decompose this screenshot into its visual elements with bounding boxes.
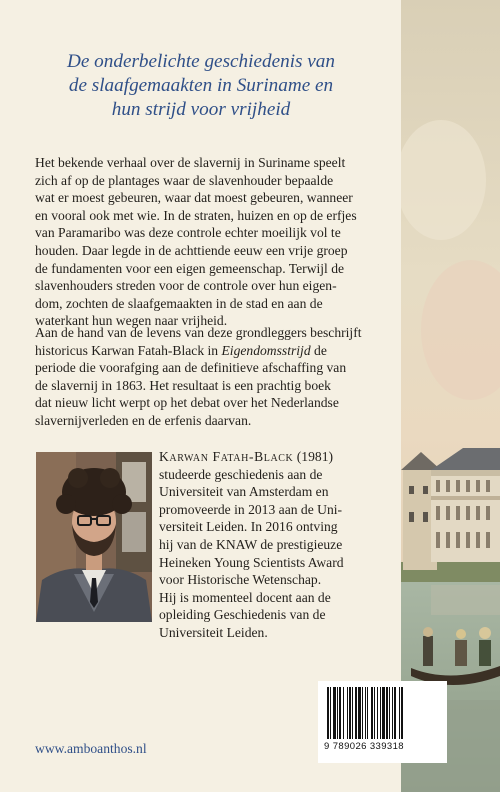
text-line: dom, zochten de slaafgemaakten in de stad en aan de — [35, 295, 323, 311]
barcode-bar — [377, 687, 378, 739]
author-photo — [36, 452, 152, 622]
bio-line: Universiteit Leiden. — [159, 624, 268, 640]
bio-line: Hij is momenteel docent aan de — [159, 589, 331, 605]
text-line — [35, 342, 375, 360]
text-line: periode die voorafging aan de definitieve afschaffing van — [35, 360, 347, 376]
barcode-bar — [327, 687, 329, 739]
bio-line: voor Historische Wetenschap. — [159, 572, 322, 588]
barcode-bar — [389, 687, 390, 739]
text-line: zich af op de plantages waar de slavenhouder bepaalde — [35, 172, 334, 188]
text-line: wat er moest gebeuren, waar dat moest gebeuren, wanneer — [35, 190, 353, 206]
barcode-bar — [380, 687, 381, 739]
author-portrait-image — [36, 452, 152, 622]
painting-illustration — [401, 0, 500, 792]
text-line: slavernijverleden en de erfenis daarvan. — [35, 412, 252, 428]
author-bio — [159, 448, 389, 642]
tagline — [30, 50, 372, 122]
author-heading — [159, 448, 389, 466]
tagline-line: de slaafgemaakten in Suriname en — [68, 75, 334, 96]
text-line: waterkant hun wegen naar vrijheid. — [35, 313, 228, 329]
barcode-bar — [382, 687, 385, 739]
text-line: en vooral ook met wie. In de straten, huizen en op de erfjes — [35, 207, 357, 223]
barcode-icon — [325, 687, 440, 741]
barcode-bar — [343, 687, 344, 739]
barcode-bar — [367, 687, 368, 739]
book-title: Eigendomsstrijd — [221, 342, 311, 358]
barcode-bar — [394, 687, 396, 739]
blurb-paragraph-2 — [35, 324, 375, 430]
barcode-bar — [362, 687, 363, 739]
barcode-bar — [365, 687, 366, 739]
isbn-barcode — [318, 681, 447, 763]
author-birth-year: (1981) — [293, 449, 334, 464]
bio-line: Universiteit van Amsterdam en — [159, 484, 329, 500]
barcode-bar — [371, 687, 373, 739]
text-fragment: historicus Karwan Fatah-Black in — [35, 342, 222, 358]
barcode-bar — [337, 687, 338, 739]
barcode-bar — [358, 687, 361, 739]
author-name: Karwan Fatah-Black — [159, 449, 294, 464]
bio-line: versiteit Leiden. In 2016 ontving — [159, 519, 338, 535]
barcode-bar — [355, 687, 357, 739]
barcode-bar — [347, 687, 348, 739]
barcode-bar — [386, 687, 388, 739]
barcode-bar — [392, 687, 393, 739]
barcode-bar — [401, 687, 403, 739]
barcode-bar — [399, 687, 400, 739]
isbn-number: 9 789026 339318 — [324, 741, 404, 752]
barcode-bar — [333, 687, 336, 739]
text-line: houden. Daar legde in de achttiende eeuw een vrije groep — [35, 242, 348, 258]
text-fragment: de — [310, 342, 327, 358]
bio-line: opleiding Geschiedenis van de — [159, 607, 326, 623]
text-line: slavenhouders streden voor de controle over hun eigen- — [35, 278, 337, 294]
cover-painting — [401, 0, 500, 792]
barcode-bar — [374, 687, 375, 739]
bio-line: hij van de KNAW de prestigieuze — [159, 536, 343, 552]
text-line: Het bekende verhaal over de slavernij in Suriname speelt — [35, 155, 346, 170]
barcode-bar — [330, 687, 331, 739]
text-line: de slavernij in 1863. Het resultaat is een prachtig boek — [35, 377, 331, 393]
publisher-website[interactable]: www.amboanthos.nl — [35, 741, 147, 756]
text-line: van Paramaribo was deze controle echter moeilijk vol te — [35, 225, 341, 241]
text-line: dat nieuw licht werpt op het debat over het Nederlandse — [35, 395, 339, 411]
tagline-line: De onderbelichte geschiedenis van — [67, 51, 335, 72]
text-line: Aan de hand van de levens van deze grondleggers beschrijft — [35, 325, 362, 340]
barcode-bar — [339, 687, 341, 739]
tagline-line: hun strijd voor vrijheid — [111, 99, 291, 120]
barcode-bar — [349, 687, 351, 739]
bio-line: studeerde geschiedenis aan de — [159, 466, 323, 482]
bio-line: Heineken Young Scientists Award — [159, 554, 344, 570]
blurb-paragraph-1 — [35, 154, 375, 330]
text-line: de fundamenten voor een eigen gemeenschap. Terwijl de — [35, 260, 345, 276]
barcode-bar — [352, 687, 353, 739]
bio-line: promoveerde in 2013 aan de Uni- — [159, 501, 343, 517]
